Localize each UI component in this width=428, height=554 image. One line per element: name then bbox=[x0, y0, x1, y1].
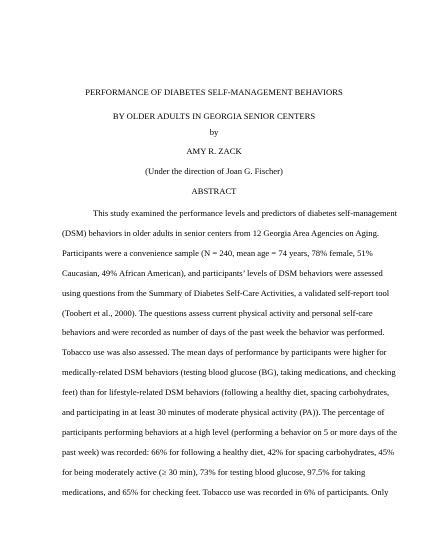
author-name: AMY R. ZACK bbox=[186, 146, 242, 156]
abstract-line: using questions from the Summary of Diabetes Self-Care Activities, a validated self-report tool bbox=[62, 288, 390, 298]
abstract-line: participants performing behaviors at a high level (performing a behavior on 5 or more days of the bbox=[62, 427, 398, 437]
abstract-line: Caucasian, 49% African American), and participants’ levels of DSM behaviors were assessed bbox=[62, 268, 383, 278]
abstract-line: medically-related DSM behaviors (testing blood glucose (BG), taking medications, and checking bbox=[62, 367, 396, 377]
abstract-line: past week) was recorded: 66% for following a healthy diet, 42% for spacing carbohydrates, 45% bbox=[62, 447, 395, 457]
by-label: by bbox=[209, 127, 219, 137]
abstract-line: (Toobert et al., 2000). The questions assess current physical activity and personal self-care bbox=[62, 308, 373, 318]
abstract-line: This study examined the performance levels and predictors of diabetes self-management bbox=[93, 208, 398, 218]
abstract-line: (DSM) behaviors in older adults in senior centers from 12 Georgia Area Agencies on Aging. bbox=[62, 228, 380, 238]
abstract-line: Participants were a convenience sample (N = 240, mean age = 74 years, 78% female, 51% bbox=[62, 248, 373, 258]
abstract-line: for being moderately active (≥ 30 min), 73% for testing blood glucose, 97.5% for taking bbox=[62, 467, 366, 477]
direction-note: (Under the direction of Joan G. Fischer) bbox=[145, 166, 283, 176]
abstract-line: medications, and 65% for checking feet. Tobacco use was recorded in 6% of participants. Only bbox=[62, 487, 389, 497]
abstract-line: and participating in at least 30 minutes of moderate physical activity (PA)). The percentage of bbox=[62, 407, 385, 417]
title-line-2: BY OLDER ADULTS IN GEORGIA SENIOR CENTERS bbox=[112, 111, 316, 121]
abstract-line: Tobacco use was also assessed. The mean days of performance by participants were higher for bbox=[62, 347, 387, 357]
abstract-line: feet) than for lifestyle-related DSM behaviors (following a healthy diet, spacing carbohydrates, bbox=[62, 387, 390, 397]
abstract-line: behaviors and were recorded as number of days of the past week the behavior was performed. bbox=[62, 327, 385, 337]
title-line-1: PERFORMANCE OF DIABETES SELF-MANAGEMENT BEHAVIORS bbox=[85, 87, 343, 97]
abstract-heading: ABSTRACT bbox=[191, 186, 237, 196]
